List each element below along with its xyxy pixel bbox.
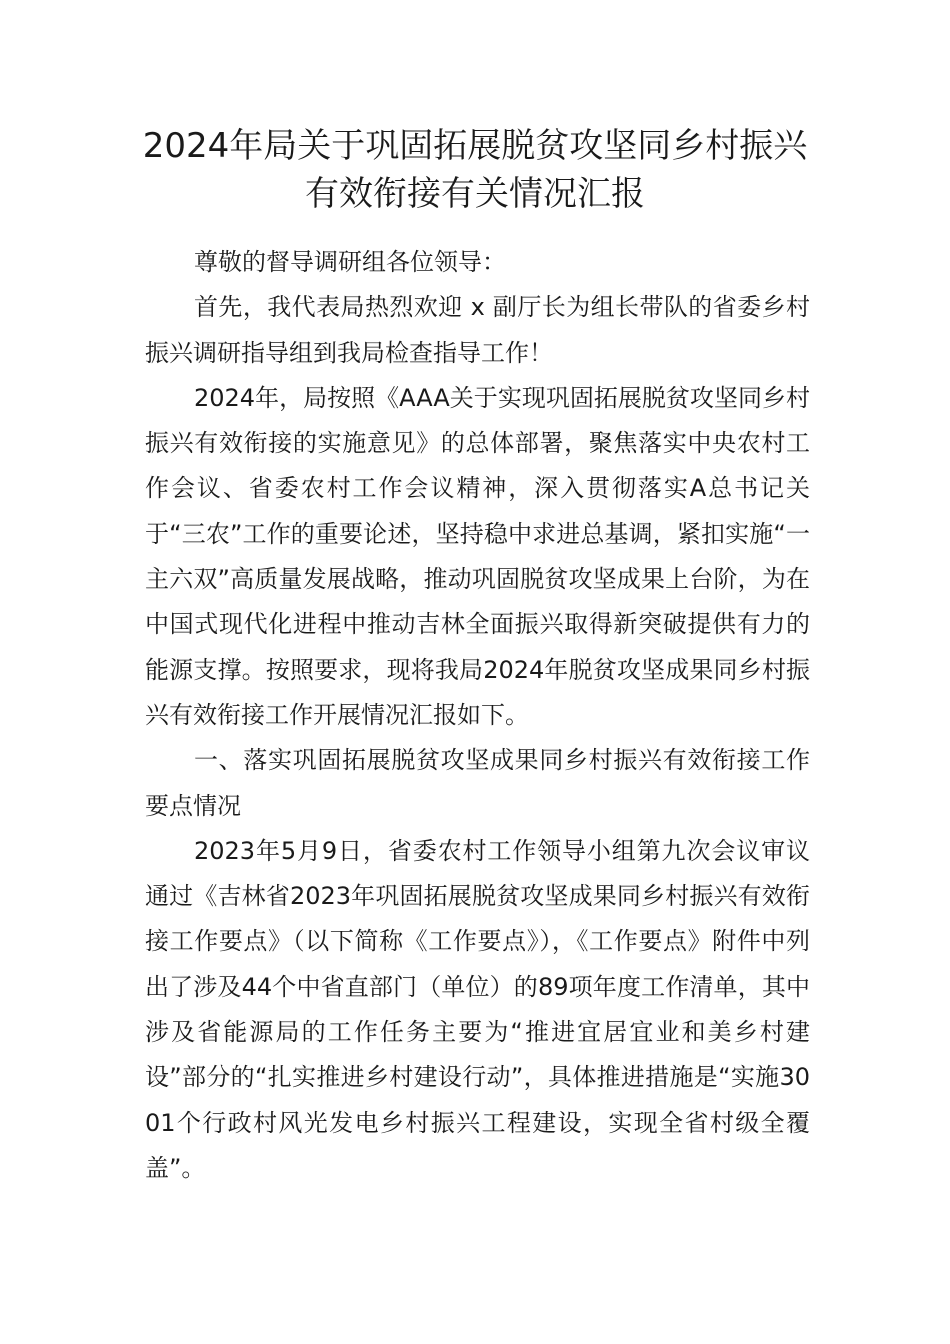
paragraph-work-points: 2023年5月9日，省委农村工作领导小组第九次会议审议通过《吉林省2023年巩固拓展脱贫攻坚成果同乡村振兴有效衔接工作要点》（以下简称《工作要点》），《工作要点》附件中列出了涉及44个中省直部门（单位）的89项年度工作清单，其中涉及省能源局的工作任务主要为“推进宜居宜业和美乡村建设”部分的“扎实推进乡村建设行动”，具体推进措施是“实施3001个行政村风光发电乡村振兴工程建设，实现全省村级全覆盖”。: [145, 836, 810, 1182]
document-title: 2024年局关于巩固拓展脱贫攻坚同乡村振兴有效衔接有关情况汇报: [142, 126, 808, 214]
paragraph-overview: 2024年，局按照《AAA关于实现巩固拓展脱贫攻坚同乡村振兴有效衔接的实施意见》的总体部署，聚焦落实中央农村工作会议、省委农村工作会议精神，深入贯彻落实A总书记关于“三农”工作的重要论述，坚持稳中求进总基调，紧扣实施“一主六双”高质量发展战略，推动巩固脱贫攻坚成果上台阶，为在中国式现代化进程中推动吉林全面振兴取得新突破提供有力的能源支撑。按照要求，现将我局2024年脱贫攻坚成果同乡村振兴有效衔接工作开展情况汇报如下。: [145, 383, 810, 729]
document-body: [145, 240, 810, 1191]
section-heading-1: 一、落实巩固拓展脱贫攻坚成果同乡村振兴有效衔接工作要点情况: [145, 746, 810, 820]
salutation: 尊敬的督导调研组各位领导：: [194, 248, 506, 276]
paragraph-welcome: 首先，我代表局热烈欢迎 x 副厅长为组长带队的省委乡村振兴调研指导组到我局检查指导工作！: [145, 293, 810, 367]
